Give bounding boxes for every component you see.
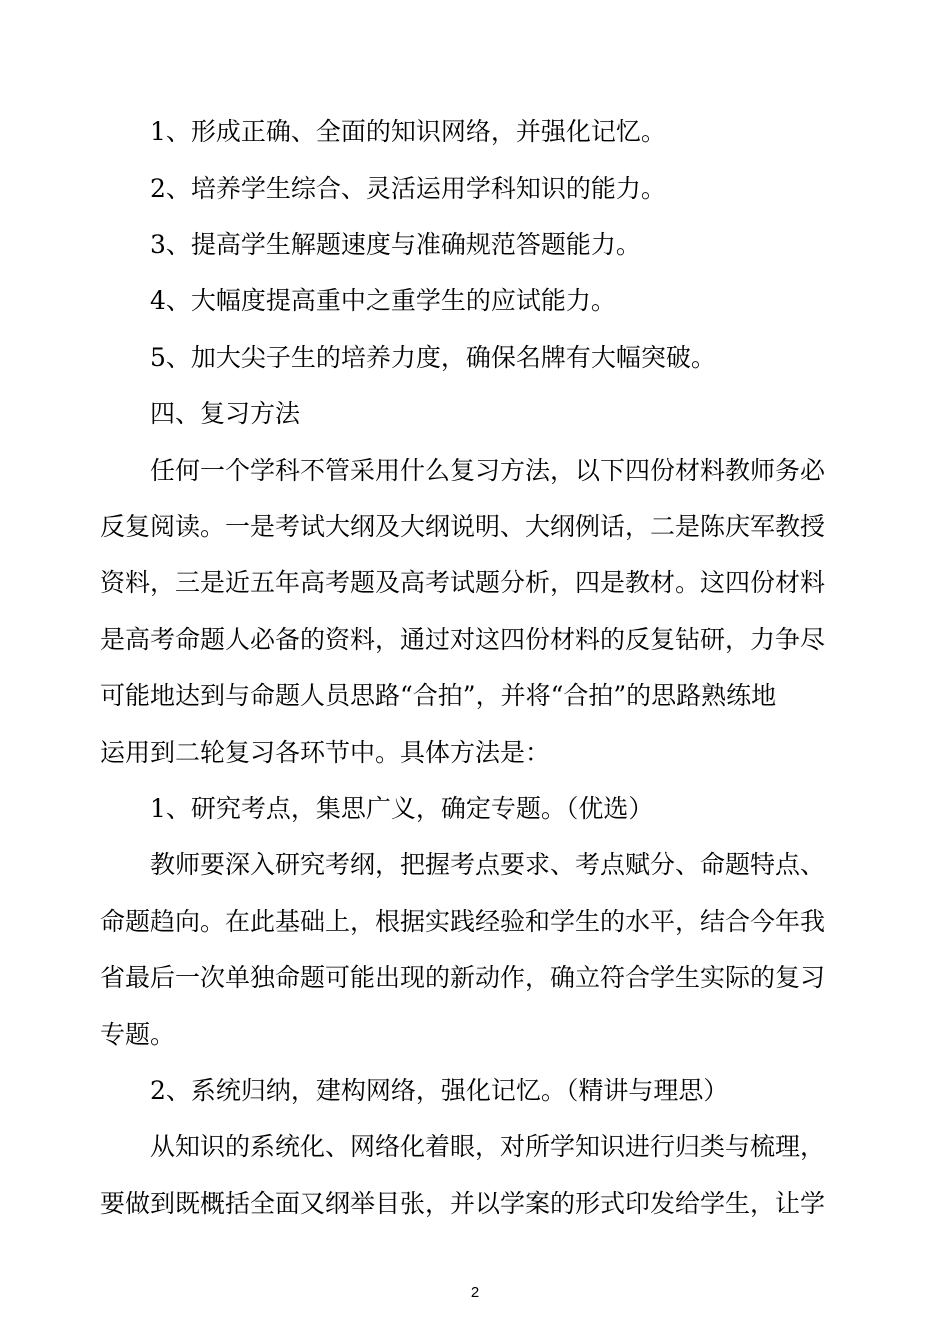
paragraph-line: 专题。	[100, 1020, 176, 1049]
goal-item-3: 3、提高学生解题速度与准确规范答题能力。	[150, 230, 641, 259]
paragraph-line: 命题趋向。在此基础上，根据实践经验和学生的水平，结合今年我	[100, 907, 826, 936]
paragraph-line: 反复阅读。一是考试大纲及大纲说明、大纲例话，二是陈庆军教授	[100, 512, 826, 541]
goal-item-5: 5、加大尖子生的培养力度，确保名牌有大幅突破。	[150, 343, 716, 372]
page-number: 2	[470, 1284, 480, 1301]
goal-item-4: 4、大幅度提高重中之重学生的应试能力。	[150, 286, 616, 315]
paragraph-line: 省最后一次单独命题可能出现的新动作，确立符合学生实际的复习	[100, 963, 826, 992]
paragraph-line: 从知识的系统化、网络化着眼，对所学知识进行归类与梳理，	[150, 1132, 826, 1161]
section-heading-review-methods: 四、复习方法	[150, 399, 301, 428]
goal-item-2: 2、培养学生综合、灵活运用学科知识的能力。	[150, 174, 666, 203]
paragraph-line: 任何一个学科不管采用什么复习方法，以下四份材料教师务必	[150, 456, 826, 485]
paragraph-line: 运用到二轮复习各环节中。具体方法是：	[100, 738, 551, 767]
paragraph-line: 是高考命题人必备的资料，通过对这四份材料的反复钻研，力争尽	[100, 625, 826, 654]
paragraph-line: 要做到既概括全面又纲举目张，并以学案的形式印发给学生，让学	[100, 1189, 826, 1218]
method-heading-2: 2、系统归纳，建构网络，强化记忆。（精讲与理思）	[150, 1076, 729, 1105]
method-heading-1: 1、研究考点，集思广义，确定专题。（优选）	[150, 794, 654, 823]
paragraph-line: 教师要深入研究考纲，把握考点要求、考点赋分、命题特点、	[150, 850, 826, 879]
goal-item-1: 1、形成正确、全面的知识网络，并强化记忆。	[150, 117, 666, 146]
paragraph-line: 资料，三是近五年高考题及高考试题分析，四是教材。这四份材料	[100, 568, 826, 597]
paragraph-line: 可能地达到与命题人员思路“合拍”，并将“合拍”的思路熟练地	[100, 681, 777, 710]
